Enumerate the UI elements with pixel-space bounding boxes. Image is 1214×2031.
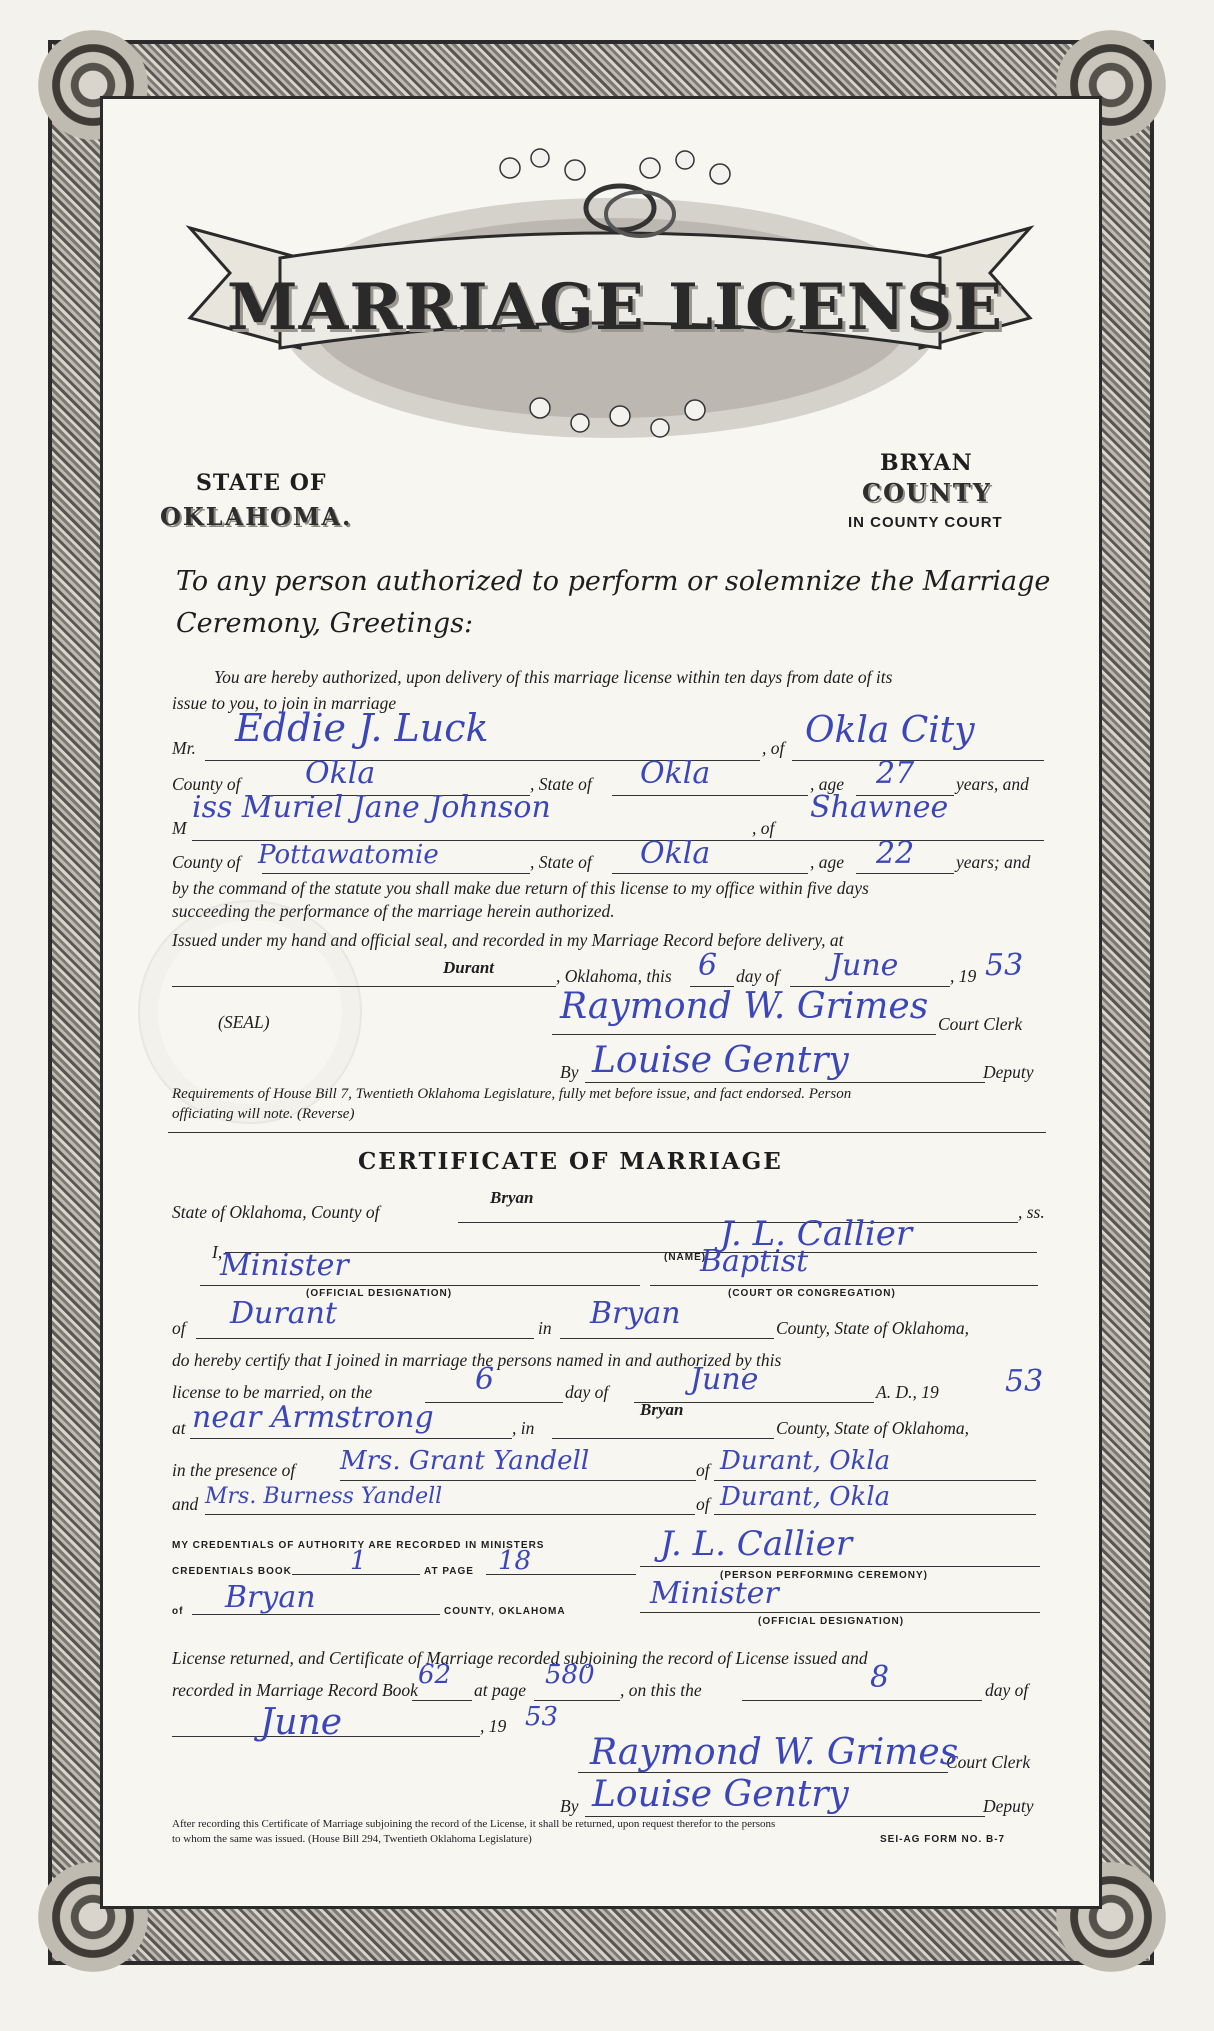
cert-of-field (196, 1338, 534, 1339)
designation-handwritten: Minister (220, 1248, 349, 1283)
county-label: COUNTY (862, 478, 992, 507)
label-person-performing: (PERSON PERFORMING CEREMONY) (720, 1570, 929, 1581)
label-of-bride: , of (752, 818, 775, 838)
label-court-clerk: Court Clerk (938, 1014, 1023, 1034)
witness2-of-field (714, 1514, 1036, 1515)
record-page-field (534, 1700, 620, 1701)
document-title: MARRIAGE LICENSE (226, 270, 1004, 345)
bride-city-handwritten: Shawnee (810, 790, 949, 825)
section-divider (168, 1132, 1046, 1133)
person-performing-field (640, 1566, 1040, 1567)
label-state-of-bride: , State of (530, 852, 592, 872)
label-state-of: , State of (530, 774, 592, 794)
clerk-signature-field (552, 1034, 936, 1035)
label-deputy: Deputy (983, 1062, 1034, 1082)
label-court-congregation: (COURT OR CONGREGATION) (728, 1288, 896, 1299)
certify-text-1: do hereby certify that I joined in marriage the persons named in and authorized by this (172, 1350, 782, 1370)
label-court-clerk-2: Court Clerk (946, 1752, 1031, 1772)
label-official-designation-2: (OFFICIAL DESIGNATION) (758, 1616, 905, 1627)
court-label: IN COUNTY COURT (848, 514, 1003, 531)
deputy2-signature-field (585, 1816, 985, 1817)
credentials-text-1: MY CREDENTIALS OF AUTHORITY ARE RECORDED IN MINISTERS (172, 1540, 545, 1551)
congregation-handwritten: Baptist (700, 1244, 809, 1279)
bride-county-handwritten: Pottawatomie (258, 840, 439, 870)
witness2-of-handwritten: Durant, Okla (720, 1482, 891, 1512)
cert-county-typed: Bryan (490, 1188, 534, 1207)
credentials-text-2: CREDENTIALS BOOK (172, 1566, 292, 1577)
label-state-county: State of Oklahoma, County of (172, 1202, 380, 1222)
label-in-2: , in (512, 1418, 535, 1438)
designation-field (200, 1285, 640, 1286)
groom-city-field (792, 760, 1044, 761)
cert-year-handwritten: 53 (1005, 1364, 1044, 1399)
label-county-state-2: County, State of Oklahoma, (776, 1418, 969, 1438)
label-ad: A. D., 19 (876, 1382, 939, 1402)
clerk-signature: Raymond W. Grimes (560, 986, 929, 1027)
bride-state-handwritten: Okla (640, 836, 711, 871)
groom-age-handwritten: 27 (876, 756, 915, 791)
returned-text-2a: recorded in Marriage Record Book (172, 1680, 418, 1700)
witness1-of-field (714, 1480, 1036, 1481)
label-i: I, (212, 1242, 223, 1262)
label-by: By (560, 1062, 579, 1082)
groom-state-field (612, 795, 808, 796)
bride-age-field (856, 873, 954, 874)
credentials-county-handwritten: Bryan (225, 1580, 316, 1615)
label-years-semi: years; and (956, 852, 1031, 872)
label-presence: in the presence of (172, 1460, 296, 1480)
designation2-field (640, 1612, 1040, 1613)
label-deputy-2: Deputy (983, 1796, 1034, 1816)
label-county-of-bride: County of (172, 852, 241, 872)
statute-text-2: succeeding the performance of the marriage herein authorized. (172, 901, 615, 921)
form-number: SEI-AG FORM NO. B-7 (880, 1834, 1006, 1845)
footer-text-1: After recording this Certificate of Marriage subjoining the record of the License, it shall be returned, upon request therefor to the persons (172, 1818, 776, 1830)
record-month-handwritten: June (260, 1702, 343, 1743)
cert-day-field (425, 1402, 563, 1403)
credentials-book-handwritten: 1 (350, 1546, 367, 1576)
label-of-credentials: of (172, 1606, 184, 1617)
cert-month-handwritten: June (690, 1362, 759, 1397)
groom-name-handwritten: Eddie J. Luck (235, 706, 489, 750)
label-oklahoma-this: , Oklahoma, this (556, 966, 672, 986)
certificate-title: CERTIFICATE OF MARRIAGE (358, 1148, 783, 1175)
witness1-field (340, 1480, 696, 1481)
clerk2-signature: Raymond W. Grimes (590, 1732, 959, 1773)
record-book-field (412, 1700, 472, 1701)
record-page-handwritten: 580 (545, 1660, 595, 1690)
issue-month-handwritten: June (830, 948, 899, 983)
label-day-of: day of (736, 966, 780, 986)
bride-age-handwritten: 22 (876, 836, 915, 871)
label-years-and: years, and (956, 774, 1029, 794)
label-and: and (172, 1494, 199, 1514)
label-19: , 19 (950, 966, 977, 986)
bride-county-field (262, 873, 530, 874)
label-of: , of (762, 738, 785, 758)
person-performing-signature: J. L. Callier (660, 1524, 853, 1564)
seal-label: (SEAL) (218, 1012, 270, 1032)
record-book-handwritten: 62 (418, 1660, 452, 1690)
cert-place-handwritten: near Armstrong (192, 1400, 434, 1435)
returned-text-2c: , on this the (620, 1680, 702, 1700)
bride-state-field (612, 873, 808, 874)
cert-in-handwritten: Bryan (590, 1296, 681, 1331)
witness2-handwritten: Mrs. Burness Yandell (205, 1484, 443, 1509)
label-day-of-record: day of (985, 1680, 1029, 1700)
label-county-of: County of (172, 774, 241, 794)
issue-year-handwritten: 53 (985, 948, 1024, 983)
record-year-handwritten: 53 (525, 1702, 559, 1732)
label-at-page: AT PAGE (424, 1566, 474, 1577)
label-age: , age (810, 774, 845, 794)
cert-county2-field (552, 1438, 774, 1439)
label-in: in (538, 1318, 552, 1338)
returned-text-2b: at page (474, 1680, 527, 1700)
returned-text-1: License returned, and Certificate of Marriage recorded subjoining the record of License issued and (172, 1648, 868, 1668)
label-day-of-cert: day of (565, 1382, 609, 1402)
congregation-field (650, 1285, 1038, 1286)
requirements-text-2: officiating will note. (Reverse) (172, 1106, 355, 1122)
footer-text-2: to whom the same was issued. (House Bill 294, Twentieth Oklahoma Legislature) (172, 1833, 532, 1845)
cert-in-field (560, 1338, 774, 1339)
label-of: of (172, 1318, 186, 1338)
credentials-page-handwritten: 18 (498, 1546, 532, 1576)
label-age-bride: , age (810, 852, 845, 872)
county-name: BRYAN (880, 450, 973, 476)
deputy-signature-field (585, 1082, 985, 1083)
authorize-text-1: You are hereby authorized, upon delivery of this marriage license within ten days from date of its (214, 667, 893, 687)
cert-place-field (190, 1438, 512, 1439)
issued-text: Issued under my hand and official seal, and recorded in my Marriage Record before delivery, at (172, 930, 844, 950)
label-of-witness1: of (696, 1460, 710, 1480)
label-official-designation: (OFFICIAL DESIGNATION) (306, 1288, 453, 1299)
deputy-signature: Louise Gentry (592, 1040, 849, 1081)
label-miss: M (172, 818, 187, 838)
witness1-of-handwritten: Durant, Okla (720, 1446, 891, 1476)
label-name: (NAME) (664, 1252, 707, 1263)
issue-place-typed: Durant (443, 958, 495, 977)
greeting-line-2: Ceremony, Greetings: (176, 608, 474, 639)
label-19-record: , 19 (480, 1716, 507, 1736)
statute-text-1: by the command of the statute you shall make due return of this license to my office within five days (172, 878, 869, 898)
state-name: OKLAHOMA. (160, 502, 353, 531)
label-at: at (172, 1418, 186, 1438)
label-mr: Mr. (172, 738, 196, 758)
requirements-text-1: Requirements of House Bill 7, Twentieth Oklahoma Legislature, fully met before issue, and fact endorsed. Person (172, 1086, 852, 1102)
state-label: STATE OF (196, 470, 327, 496)
designation2-handwritten: Minister (650, 1576, 779, 1611)
deputy2-signature: Louise Gentry (592, 1774, 849, 1815)
label-of-witness2: of (696, 1494, 710, 1514)
groom-county-handwritten: Okla (305, 756, 376, 791)
authorize-text-2: issue to you, to join in marriage (172, 693, 397, 713)
cert-day-handwritten: 6 (475, 1362, 495, 1397)
greeting-line-1: To any person authorized to perform or solemnize the Marriage (176, 566, 1051, 597)
witness1-handwritten: Mrs. Grant Yandell (340, 1446, 590, 1476)
bride-name-handwritten: iss Muriel Jane Johnson (192, 790, 551, 825)
issue-day-handwritten: 6 (698, 948, 718, 983)
cert-county2-typed: Bryan (640, 1400, 684, 1419)
officiant-name-handwritten: J. L. Callier (720, 1214, 913, 1254)
certify-text-2: license to be married, on the (172, 1382, 373, 1402)
label-by-2: By (560, 1796, 579, 1816)
record-day-field (742, 1700, 982, 1701)
label-county-oklahoma: COUNTY, OKLAHOMA (444, 1606, 566, 1617)
groom-city-handwritten: Okla City (805, 710, 975, 751)
record-day-handwritten: 8 (870, 1660, 890, 1695)
groom-state-handwritten: Okla (640, 756, 711, 791)
cert-of-handwritten: Durant (230, 1296, 337, 1331)
witness2-field (205, 1514, 695, 1515)
label-ss: , ss. (1018, 1202, 1045, 1222)
label-county-state: County, State of Oklahoma, (776, 1318, 969, 1338)
